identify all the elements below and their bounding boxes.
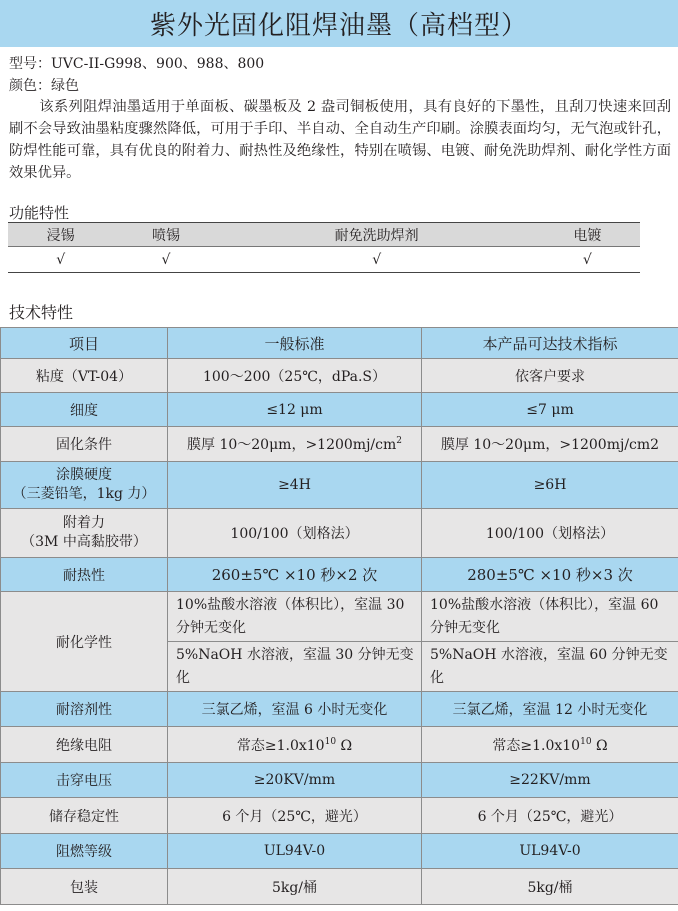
row-item: 固化条件 xyxy=(1,427,168,462)
description-text: 该系列阻焊油墨适用于单面板、碳墨板及 2 盎司铜板使用，具有良好的下墨性，且刮刀快速来回刮刷不会导致油墨粘度骤然降低，可用于手印、半自动、全自动生产印刷。涂膜表面均匀，无气泡或针孔，防焊性能可靠，具有优良的附着力、耐热性及绝缘性，特别在喷锡、电镀、耐免洗助焊剂、耐化学性方面效果优异。 xyxy=(9,99,671,181)
tech-header-cell: 一般标准 xyxy=(168,328,422,359)
table-row xyxy=(1,359,678,393)
row-product: 膜厚 10～20μm，>1200mj/cm2 xyxy=(422,427,678,462)
row-standard: 6 个月（25℃，避光） xyxy=(168,798,422,834)
item-line: 涂膜硬度 xyxy=(56,467,112,483)
function-header-cell: 电镀 xyxy=(535,223,640,247)
row-product: 5kg/桶 xyxy=(422,869,678,905)
row-product: 5%NaOH 水溶液，室温 60 分钟无变化 xyxy=(422,642,678,692)
table-row xyxy=(1,798,678,834)
row-product: 三氯乙烯，室温 12 小时无变化 xyxy=(422,692,678,727)
row-standard: ≤12 μm xyxy=(168,393,422,427)
item-subline: （3M 中高黏胶带） xyxy=(21,534,147,550)
item-line: 附着力 xyxy=(63,515,105,531)
item-subline: （三菱铅笔，1kg 力） xyxy=(12,486,156,502)
table-row xyxy=(1,592,678,642)
color-line: 颜色：绿色 xyxy=(9,78,79,94)
row-item: 击穿电压 xyxy=(1,763,168,798)
row-standard: ≥20KV/mm xyxy=(168,763,422,798)
row-item: 包装 xyxy=(1,869,168,905)
row-standard: 5kg/桶 xyxy=(168,869,422,905)
tech-section-label: 技术特性 xyxy=(9,303,74,322)
row-product: 依客户要求 xyxy=(422,359,678,393)
tech-header-cell: 项目 xyxy=(1,328,168,359)
row-standard xyxy=(168,427,422,462)
tech-header-row xyxy=(1,328,678,359)
row-standard: 10%盐酸水溶液（体积比），室温 30 分钟无变化 xyxy=(168,592,422,642)
row-product xyxy=(422,727,678,763)
row-product: 6 个月（25℃，避光） xyxy=(422,798,678,834)
row-product: 280±5℃ ×10 秒×3 次 xyxy=(422,558,678,592)
row-standard: 260±5℃ ×10 秒×2 次 xyxy=(168,558,422,592)
table-row xyxy=(1,727,678,763)
unit-text: Ω xyxy=(336,737,353,754)
tech-header-cell: 本产品可达技术指标 xyxy=(422,328,678,359)
row-product: 10%盐酸水溶液（体积比），室温 60 分钟无变化 xyxy=(422,592,678,642)
row-item: 耐溶剂性 xyxy=(1,692,168,727)
check-mark: √ xyxy=(113,247,218,273)
row-standard: 5%NaOH 水溶液，室温 30 分钟无变化 xyxy=(168,642,422,692)
table-row xyxy=(1,869,678,905)
row-item: 绝缘电阻 xyxy=(1,727,168,763)
superscript: 2 xyxy=(396,436,402,446)
standard-text: 膜厚 10～20μm，>1200mj/cm xyxy=(187,437,397,453)
check-mark: √ xyxy=(219,247,535,273)
table-row xyxy=(1,692,678,727)
standard-text: 常态≥1.0x10 xyxy=(236,737,325,754)
check-mark: √ xyxy=(8,247,113,273)
row-product: ≥22KV/mm xyxy=(422,763,678,798)
unit-text: Ω xyxy=(591,737,608,754)
row-item: 耐热性 xyxy=(1,558,168,592)
function-header-cell: 喷锡 xyxy=(113,223,218,247)
row-standard: 100/100（划格法） xyxy=(168,509,422,558)
page-title: 紫外光固化阻焊油墨（高档型） xyxy=(0,0,678,47)
function-header-cell: 浸锡 xyxy=(8,223,113,247)
row-item: 储存稳定性 xyxy=(1,798,168,834)
row-product: UL94V-0 xyxy=(422,834,678,869)
row-standard: 100～200（25℃，dPa.S） xyxy=(168,359,422,393)
function-section-label: 功能特性 xyxy=(9,204,70,222)
table-row xyxy=(1,509,678,558)
superscript: 10 xyxy=(580,736,592,747)
function-value-row xyxy=(8,247,640,273)
row-product: 100/100（划格法） xyxy=(422,509,678,558)
check-mark: √ xyxy=(535,247,640,273)
table-row xyxy=(1,427,678,462)
row-item xyxy=(1,462,168,509)
row-item: 阻燃等级 xyxy=(1,834,168,869)
row-item: 耐化学性 xyxy=(1,592,168,692)
model-line: 型号：UVC-II-G998、900、988、800 xyxy=(9,56,265,72)
row-product: ≥6H xyxy=(422,462,678,509)
table-row xyxy=(1,393,678,427)
product-text: 常态≥1.0x10 xyxy=(492,737,581,754)
table-row xyxy=(1,834,678,869)
row-standard: 三氯乙烯，室温 6 小时无变化 xyxy=(168,692,422,727)
row-item xyxy=(1,509,168,558)
row-product: ≤7 μm xyxy=(422,393,678,427)
function-table xyxy=(8,222,640,273)
function-header-row xyxy=(8,223,640,247)
function-header-cell: 耐免洗助焊剂 xyxy=(219,223,535,247)
row-standard: ≥4H xyxy=(168,462,422,509)
row-standard: UL94V-0 xyxy=(168,834,422,869)
table-row xyxy=(1,462,678,509)
tech-spec-table xyxy=(0,327,678,905)
row-standard xyxy=(168,727,422,763)
table-row xyxy=(1,763,678,798)
table-row xyxy=(1,558,678,592)
row-item: 粘度（VT-04） xyxy=(1,359,168,393)
superscript: 10 xyxy=(324,736,337,747)
description-paragraph xyxy=(9,96,671,184)
row-item: 细度 xyxy=(1,393,168,427)
